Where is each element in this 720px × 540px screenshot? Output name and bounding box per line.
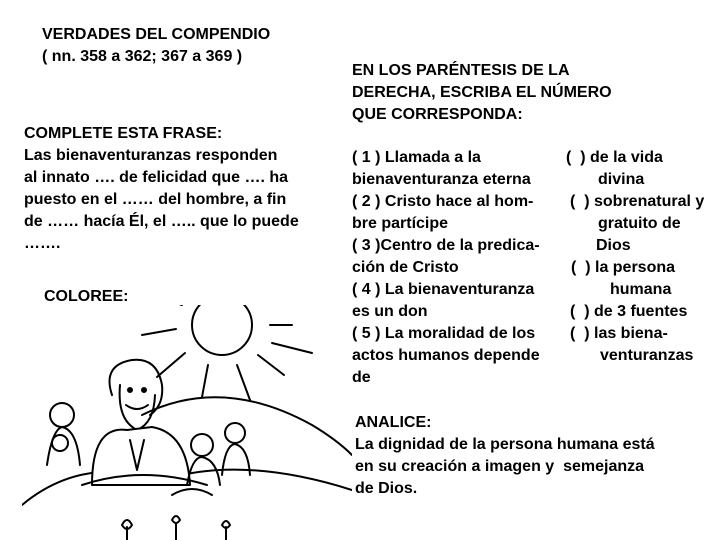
coloree-label: COLOREE: (44, 288, 129, 305)
matching-instruction (352, 60, 612, 126)
flowers-drawing (122, 516, 230, 540)
answer-line: ( ) de 3 fuentes (570, 303, 688, 320)
statement-line: ción de Cristo (352, 259, 459, 276)
sentence-line: de …… hacía Él, el ….. que lo puede (24, 213, 299, 230)
complete-heading: COMPLETE ESTA FRASE: (24, 125, 223, 142)
title-line-1: VERDADES DEL COMPENDIO (42, 26, 271, 43)
instruction-line: QUE CORRESPONDA: (352, 106, 523, 123)
statement-line: ( 3 )Centro de la predica- (352, 237, 540, 254)
answer-line: ( ) las biena- (570, 325, 668, 342)
statement-line: ( 5 ) La moralidad de los (352, 325, 536, 342)
statement-line: ( 4 ) La bienaventuranza (352, 281, 535, 298)
sun-drawing (142, 305, 312, 400)
answer-line: gratuito de (598, 215, 681, 232)
answer-line: ( ) de la vida (566, 149, 663, 166)
statement-line: bienaventuranza eterna (352, 171, 531, 188)
statement-line: bre partícipe (352, 215, 449, 232)
answer-line: ( ) sobrenatural y (570, 193, 705, 210)
analice-section (355, 412, 655, 500)
title-line-2: ( nn. 358 a 362; 367 a 369 ) (42, 48, 243, 65)
sentence-line: puesto en el …… del hombre, a fin (24, 191, 287, 208)
statement-line: ( 1 ) Llamada a la (352, 149, 481, 166)
answer-line: venturanzas (600, 347, 694, 364)
analice-heading: ANALICE: (355, 414, 432, 431)
coloring-illustration (22, 305, 352, 540)
answer-line: ( ) la persona (571, 259, 676, 276)
statement-line: ( 2 ) Cristo hace al hom- (352, 193, 534, 210)
instruction-line: DERECHA, ESCRIBA EL NÚMERO (352, 84, 612, 101)
analice-line: La dignidad de la persona humana está (355, 436, 655, 453)
answer-line: divina (598, 171, 645, 188)
statement-line: de (352, 369, 371, 386)
statement-line: es un don (352, 303, 428, 320)
jesus-figure-drawing (82, 360, 207, 485)
analice-line: de Dios. (355, 480, 418, 497)
sentence-line: al innato …. de felicidad que …. ha (24, 169, 289, 186)
answer-line: humana (610, 281, 672, 298)
page-title (42, 24, 270, 68)
statement-line: actos humanos depende (352, 347, 540, 364)
sentence-line: ……. (24, 235, 61, 252)
answer-line: Dios (596, 237, 631, 254)
analice-line: en su creación a imagen y semejanza (355, 458, 645, 475)
instruction-line: EN LOS PARÉNTESIS DE LA (352, 62, 570, 79)
sentence-line: Las bienaventuranzas responden (24, 147, 278, 164)
